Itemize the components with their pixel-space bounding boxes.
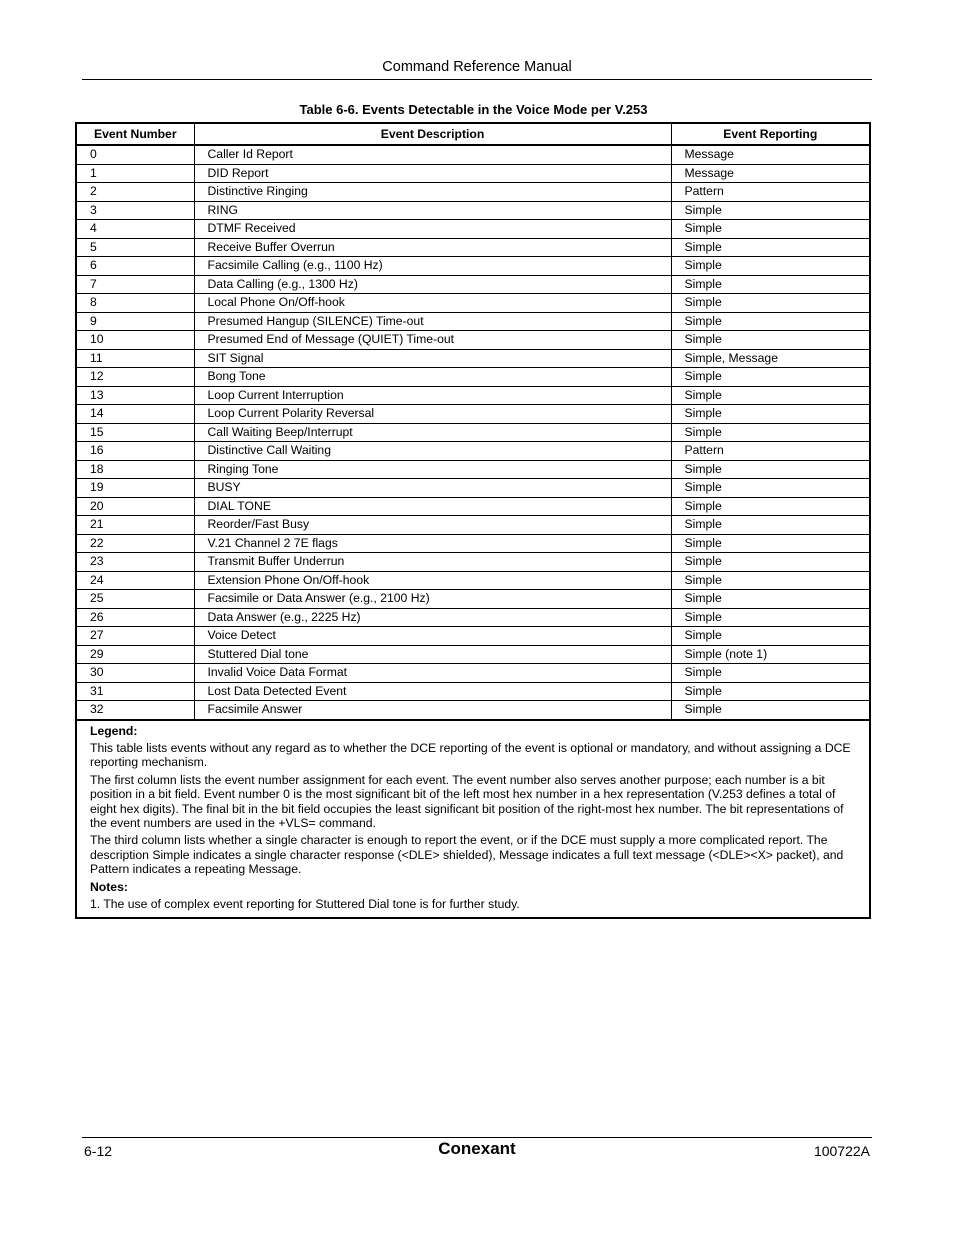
table-row xyxy=(77,294,869,313)
table-row xyxy=(77,571,869,590)
cell-event-reporting: Message xyxy=(671,145,869,164)
cell-event-number: 4 xyxy=(77,220,194,239)
cell-event-reporting: Simple xyxy=(671,220,869,239)
cell-event-description: Call Waiting Beep/Interrupt xyxy=(194,423,671,442)
cell-event-number: 31 xyxy=(77,682,194,701)
cell-event-number: 27 xyxy=(77,627,194,646)
table-row xyxy=(77,257,869,276)
table-row xyxy=(77,423,869,442)
cell-event-number: 1 xyxy=(77,164,194,183)
cell-event-number: 5 xyxy=(77,238,194,257)
cell-event-description: Distinctive Call Waiting xyxy=(194,442,671,461)
table-row xyxy=(77,553,869,572)
cell-event-number: 18 xyxy=(77,460,194,479)
cell-event-description: Ringing Tone xyxy=(194,460,671,479)
cell-event-reporting: Simple xyxy=(671,405,869,424)
cell-event-number: 24 xyxy=(77,571,194,590)
cell-event-reporting: Simple xyxy=(671,497,869,516)
cell-event-description: BUSY xyxy=(194,479,671,498)
cell-event-reporting: Simple xyxy=(671,682,869,701)
table-row xyxy=(77,349,869,368)
cell-event-number: 23 xyxy=(77,553,194,572)
cell-event-description: Facsimile Calling (e.g., 1100 Hz) xyxy=(194,257,671,276)
table-row xyxy=(77,460,869,479)
table-row xyxy=(77,368,869,387)
legend-paragraph: The first column lists the event number assignment for each event. The event number also serves another purpose; each number is a bit position in a bit field. Event number 0 is the most significant bit of the left most hex number in a hex representation (V.253 defines a total of eight hex digits). The final bit in the bit field occupies the least significant bit position of the right-most hex number. The bit representations of the event numbers are used in the +VLS= command. xyxy=(90,772,844,830)
cell-event-number: 10 xyxy=(77,331,194,350)
cell-event-number: 20 xyxy=(77,497,194,516)
cell-event-reporting: Simple xyxy=(671,275,869,294)
cell-event-number: 16 xyxy=(77,442,194,461)
cell-event-number: 25 xyxy=(77,590,194,609)
table-row xyxy=(77,275,869,294)
table-row xyxy=(77,220,869,239)
table-row xyxy=(77,164,869,183)
cell-event-number: 7 xyxy=(77,275,194,294)
cell-event-reporting: Simple xyxy=(671,590,869,609)
cell-event-description: Invalid Voice Data Format xyxy=(194,664,671,683)
table-row xyxy=(77,497,869,516)
cell-event-description: Presumed Hangup (SILENCE) Time-out xyxy=(194,312,671,331)
column-header-event-description: Event Description xyxy=(194,124,671,145)
cell-event-reporting: Simple xyxy=(671,479,869,498)
cell-event-description: Receive Buffer Overrun xyxy=(194,238,671,257)
table-row xyxy=(77,145,869,164)
table-row xyxy=(77,479,869,498)
cell-event-description: SIT Signal xyxy=(194,349,671,368)
cell-event-reporting: Simple xyxy=(671,608,869,627)
cell-event-reporting: Simple xyxy=(671,238,869,257)
cell-event-description: Caller Id Report xyxy=(194,145,671,164)
cell-event-number: 30 xyxy=(77,664,194,683)
cell-event-number: 13 xyxy=(77,386,194,405)
cell-event-reporting: Simple xyxy=(671,553,869,572)
cell-event-number: 0 xyxy=(77,145,194,164)
table-row xyxy=(77,238,869,257)
table-row xyxy=(77,516,869,535)
cell-event-number: 11 xyxy=(77,349,194,368)
cell-event-description: Data Calling (e.g., 1300 Hz) xyxy=(194,275,671,294)
table-row xyxy=(77,701,869,720)
cell-event-reporting: Simple (note 1) xyxy=(671,645,869,664)
cell-event-reporting: Simple xyxy=(671,386,869,405)
table-row xyxy=(77,664,869,683)
events-table xyxy=(77,124,869,721)
cell-event-reporting: Simple xyxy=(671,312,869,331)
cell-event-description: Reorder/Fast Busy xyxy=(194,516,671,535)
cell-event-description: Lost Data Detected Event xyxy=(194,682,671,701)
cell-event-number: 32 xyxy=(77,701,194,720)
legend-paragraph: The third column lists whether a single character is enough to report the event, or if the DCE must supply a more complicated report. The description Simple indicates a single character response (<DLE> shielded), Message indicates a full text message (<DLE><X> packet), and Pattern indicates a repeating Message. xyxy=(90,833,844,877)
table-row xyxy=(77,682,869,701)
cell-event-number: 26 xyxy=(77,608,194,627)
legend-paragraph: This table lists events without any regard as to whether the DCE reporting of the event is optional or mandatory, and without assigning a DCE reporting mechanism. xyxy=(90,740,851,770)
cell-event-number: 14 xyxy=(77,405,194,424)
table-row xyxy=(77,590,869,609)
table-row xyxy=(77,386,869,405)
cell-event-description: Local Phone On/Off-hook xyxy=(194,294,671,313)
cell-event-reporting: Simple xyxy=(671,294,869,313)
table-row xyxy=(77,534,869,553)
cell-event-description: Facsimile Answer xyxy=(194,701,671,720)
cell-event-description: Stuttered Dial tone xyxy=(194,645,671,664)
cell-event-reporting: Simple xyxy=(671,257,869,276)
table-row xyxy=(77,627,869,646)
note-item: 1. The use of complex event reporting for Stuttered Dial tone is for further study. xyxy=(90,896,520,911)
cell-event-description: Loop Current Interruption xyxy=(194,386,671,405)
cell-event-reporting: Simple xyxy=(671,460,869,479)
cell-event-number: 3 xyxy=(77,201,194,220)
table-row xyxy=(77,442,869,461)
cell-event-number: 21 xyxy=(77,516,194,535)
column-header-event-reporting: Event Reporting xyxy=(671,124,869,145)
cell-event-number: 2 xyxy=(77,183,194,202)
cell-event-description: Loop Current Polarity Reversal xyxy=(194,405,671,424)
table-row xyxy=(77,331,869,350)
cell-event-reporting: Simple xyxy=(671,423,869,442)
cell-event-reporting: Simple xyxy=(671,368,869,387)
cell-event-reporting: Simple xyxy=(671,664,869,683)
cell-event-reporting: Pattern xyxy=(671,442,869,461)
cell-event-number: 6 xyxy=(77,257,194,276)
cell-event-description: Data Answer (e.g., 2225 Hz) xyxy=(194,608,671,627)
cell-event-description: Bong Tone xyxy=(194,368,671,387)
header-divider xyxy=(82,79,872,80)
cell-event-reporting: Simple xyxy=(671,516,869,535)
events-table-frame xyxy=(75,122,871,919)
table-row xyxy=(77,201,869,220)
cell-event-reporting: Simple xyxy=(671,201,869,220)
table-row xyxy=(77,312,869,331)
cell-event-number: 29 xyxy=(77,645,194,664)
page-number: 6-12 xyxy=(84,1143,113,1159)
cell-event-reporting: Pattern xyxy=(671,183,869,202)
table-row xyxy=(77,645,869,664)
document-number: 100722A xyxy=(813,1143,870,1159)
cell-event-number: 9 xyxy=(77,312,194,331)
cell-event-number: 19 xyxy=(77,479,194,498)
cell-event-description: Voice Detect xyxy=(194,627,671,646)
brand-name: Conexant xyxy=(438,1139,516,1158)
cell-event-description: V.21 Channel 2 7E flags xyxy=(194,534,671,553)
cell-event-number: 8 xyxy=(77,294,194,313)
cell-event-description: Extension Phone On/Off-hook xyxy=(194,571,671,590)
cell-event-description: Distinctive Ringing xyxy=(194,183,671,202)
footer-divider xyxy=(82,1137,872,1138)
table-row xyxy=(77,183,869,202)
table-header-row xyxy=(77,124,869,145)
table-row xyxy=(77,405,869,424)
legend-heading: Legend: xyxy=(90,723,138,738)
cell-event-reporting: Simple xyxy=(671,331,869,350)
cell-event-description: Facsimile or Data Answer (e.g., 2100 Hz) xyxy=(194,590,671,609)
cell-event-reporting: Simple xyxy=(671,627,869,646)
column-header-event-number: Event Number xyxy=(77,124,194,145)
cell-event-reporting: Simple, Message xyxy=(671,349,869,368)
cell-event-number: 22 xyxy=(77,534,194,553)
table-caption: Table 6-6. Events Detectable in the Voice Mode per V.253 xyxy=(299,102,648,117)
cell-event-description: Transmit Buffer Underrun xyxy=(194,553,671,572)
running-header-title: Command Reference Manual xyxy=(382,59,572,75)
cell-event-reporting: Message xyxy=(671,164,869,183)
notes-heading: Notes: xyxy=(90,879,128,894)
cell-event-description: DTMF Received xyxy=(194,220,671,239)
table-body xyxy=(77,145,869,720)
cell-event-number: 12 xyxy=(77,368,194,387)
cell-event-number: 15 xyxy=(77,423,194,442)
cell-event-reporting: Simple xyxy=(671,701,869,720)
table-row xyxy=(77,608,869,627)
cell-event-reporting: Simple xyxy=(671,534,869,553)
cell-event-description: Presumed End of Message (QUIET) Time-out xyxy=(194,331,671,350)
cell-event-description: DID Report xyxy=(194,164,671,183)
table-legend xyxy=(77,721,869,918)
cell-event-description: DIAL TONE xyxy=(194,497,671,516)
cell-event-description: RING xyxy=(194,201,671,220)
cell-event-reporting: Simple xyxy=(671,571,869,590)
